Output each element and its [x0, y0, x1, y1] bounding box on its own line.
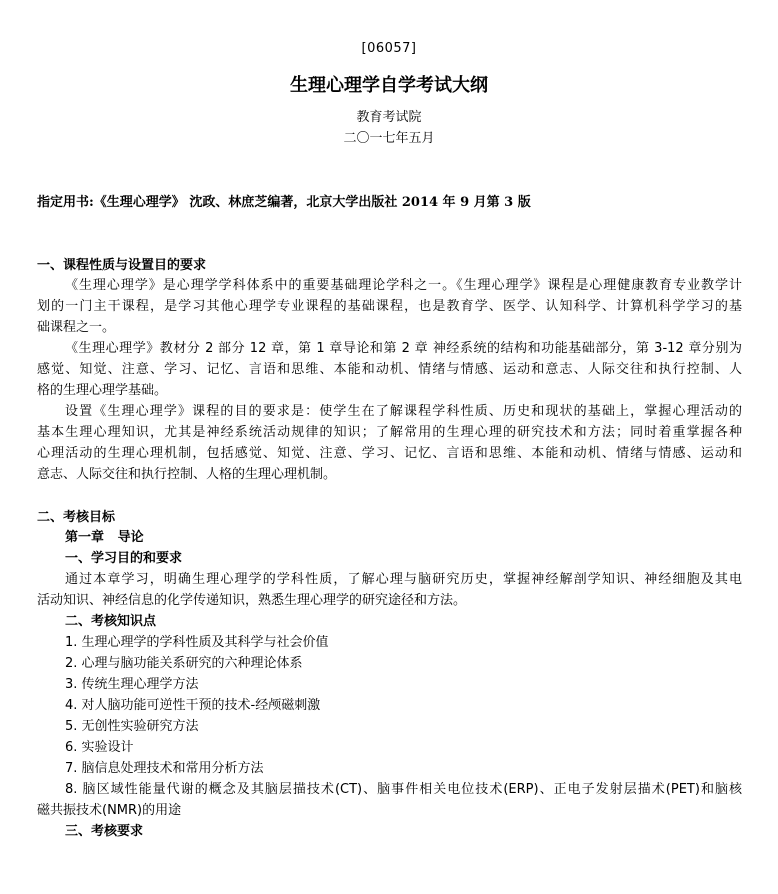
section1-p3-line: 心理活动的生理心理机制，包括感觉、知觉、注意、学习、记忆、言语和思维、本能和动机、情绪与情感、运动和: [37, 446, 742, 461]
course-code: [06057]: [361, 41, 417, 56]
knowledge-point-continued: 磁共振技术(NMR)的用途: [37, 803, 182, 818]
sub1-line: 活动知识、神经信息的化学传递知识，熟悉生理心理学的研究途径和方法。: [37, 593, 467, 608]
knowledge-point: 8. 脑区域性能量代谢的概念及其脑层描技术(CT)、脑事件相关电位技术(ERP)、正电子发射层描术(PET)和脑核: [65, 782, 742, 797]
publish-date: 二〇一七年五月: [343, 131, 435, 146]
page-title: 生理心理学自学考试大纲: [290, 75, 488, 96]
knowledge-point: 3. 传统生理心理学方法: [65, 677, 199, 692]
knowledge-point: 1. 生理心理学的学科性质及其科学与社会价值: [65, 635, 329, 650]
knowledge-point: 4. 对人脑功能可逆性干预的技术-经颅磁刺激: [65, 698, 321, 713]
sub1-line: 通过本章学习，明确生理心理学的学科性质，了解心理与脑研究历史，掌握神经解剖学知识、神经细胞及其电: [65, 572, 742, 587]
knowledge-point: 5. 无创性实验研究方法: [65, 719, 199, 734]
section1-heading: 一、课程性质与设置目的要求: [37, 258, 207, 273]
section1-p1-line: 划的一门主干课程，是学习其他心理学专业课程的基础课程，也是教育学、医学、认知科学、计算机科学学习的基: [37, 299, 742, 314]
section1-p2-line: 感觉、知觉、注意、学习、记忆、言语和思维、本能和动机、情绪与情感、运动和意志、人际交往和执行控制、人: [37, 362, 742, 377]
textbook-line: 指定用书:《生理心理学》 沈政、林庶芝编著，北京大学出版社 2014 年 9 月第 3 版: [37, 195, 531, 210]
knowledge-point: 2. 心理与脑功能关系研究的六种理论体系: [65, 656, 303, 671]
section2-heading: 二、考核目标: [37, 510, 116, 525]
section1-p3-line: 设置《生理心理学》课程的目的要求是：使学生在了解课程学科性质、历史和现状的基础上，掌握心理活动的: [65, 404, 742, 419]
subsection-heading: 一、学习目的和要求: [65, 551, 183, 566]
section1-p1-line: 《生理心理学》是心理学学科体系中的重要基础理论学科之一。《生理心理学》课程是心理健康教育专业教学计: [65, 278, 742, 293]
knowledge-point: 6. 实验设计: [65, 740, 134, 755]
section1-p2-line: 《生理心理学》教材分 2 部分 12 章，第 1 章导论和第 2 章 神经系统的结构和功能基础部分，第 3-12 章分别为: [65, 341, 742, 356]
chapter-title: 第一章 导论: [65, 530, 144, 545]
subsection-heading: 三、考核要求: [65, 824, 144, 839]
subsection-heading: 二、考核知识点: [65, 614, 157, 629]
section1-p1-line: 础课程之一。: [37, 320, 116, 335]
knowledge-point: 7. 脑信息处理技术和常用分析方法: [65, 761, 264, 776]
institute-name: 教育考试院: [356, 110, 422, 125]
section1-p2-line: 格的生理心理学基础。: [37, 383, 168, 398]
section1-p3-line: 基本生理心理知识，尤其是神经系统活动规律的知识；了解常用的生理心理的研究技术和方法；同时着重掌握各种: [37, 425, 742, 440]
section1-p3-line: 意志、人际交往和执行控制、人格的生理心理机制。: [37, 467, 337, 482]
